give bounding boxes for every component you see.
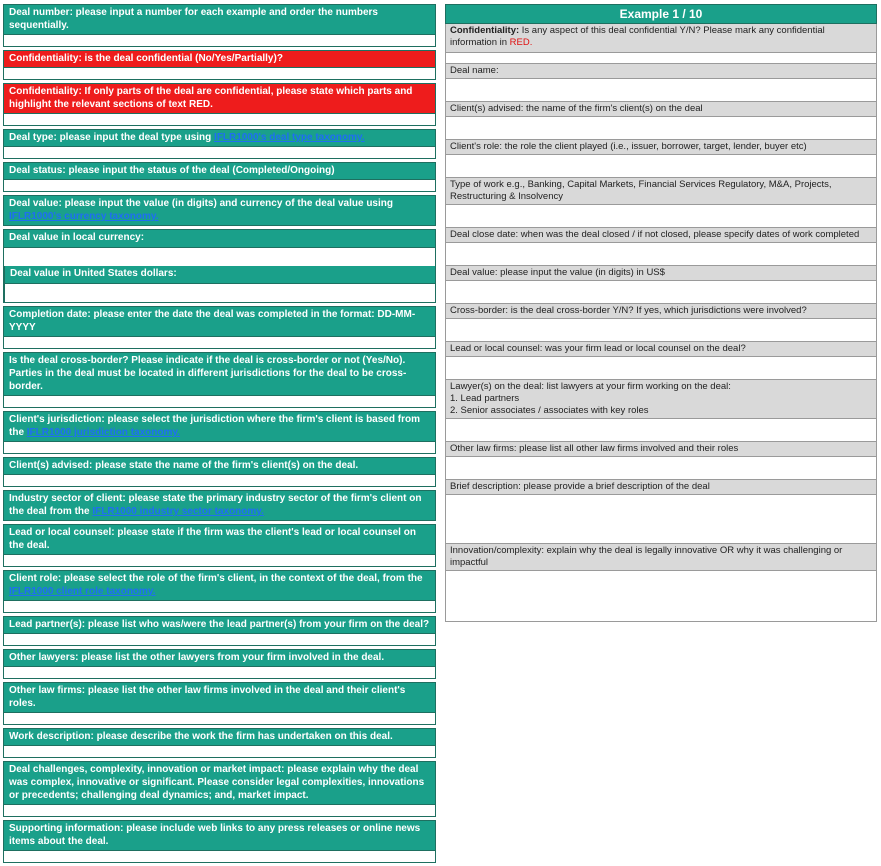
row-confidentiality: [3, 50, 436, 80]
row-deal-type: [3, 129, 436, 159]
row-lead-partners: [3, 616, 436, 646]
example-client-role-field[interactable]: [446, 154, 876, 177]
example-type-of-work-field[interactable]: [446, 204, 876, 227]
row-deal-number: [3, 4, 436, 47]
example-lead-local-label: Lead or local counsel: was your firm lead or local counsel on the deal?: [446, 342, 876, 356]
confidentiality-label: Confidentiality: is the deal confidential (No/Yes/Partially)?: [4, 51, 435, 67]
work-description-field[interactable]: [4, 745, 435, 757]
example-confidentiality-text: Is any aspect of this deal confidential Y/N? Please mark any confidential information in: [450, 25, 825, 48]
instructions-column: [3, 4, 436, 866]
example-lawyers-line-1: Lawyer(s) on the deal: list lawyers at your firm working on the deal:: [450, 381, 731, 392]
example-row-close-date: [445, 228, 877, 266]
example-clients-advised-label: Client(s) advised: the name of the firm's client(s) on the deal: [446, 102, 876, 116]
row-supporting-info: [3, 820, 436, 863]
example-lead-local-field[interactable]: [446, 356, 876, 379]
other-lawyers-field[interactable]: [4, 666, 435, 678]
example-lawyers-label: [446, 380, 876, 418]
example-row-type-of-work: [445, 178, 877, 228]
cross-border-field[interactable]: [4, 395, 435, 407]
example-row-confidentiality: [445, 24, 877, 64]
work-description-label: Work description: please describe the work the firm has undertaken on this deal.: [4, 729, 435, 745]
example-deal-name-field[interactable]: [446, 78, 876, 101]
supporting-info-label: Supporting information: please include web links to any press releases or online news items about the deal.: [4, 821, 435, 850]
client-role-field[interactable]: [4, 600, 435, 612]
example-brief-field[interactable]: [446, 494, 876, 543]
client-jurisdiction-text: Client's jurisdiction: please select the jurisdiction where the firm's client is based from the: [9, 414, 420, 438]
example-row-innovation: [445, 544, 877, 622]
row-lead-local: [3, 524, 436, 567]
row-challenges: [3, 761, 436, 817]
deal-type-label: [4, 130, 435, 146]
example-cross-border-label: Cross-border: is the deal cross-border Y/N? If yes, which jurisdictions were involved?: [446, 304, 876, 318]
jurisdiction-taxonomy-link[interactable]: IFLR1000 jurisdiction taxonomy.: [26, 427, 180, 438]
deal-value-label: [4, 196, 435, 225]
value-usd-label: Deal value in United States dollars:: [5, 266, 435, 283]
row-industry-sector: [3, 490, 436, 521]
example-clients-advised-field[interactable]: [446, 116, 876, 139]
deal-value-text: Deal value: please input the value (in digits) and currency of the deal value using: [9, 198, 393, 209]
cross-border-label: Is the deal cross-border? Please indicate if the deal is cross-border or not (Yes/No). Parties in the deal must be located in different jurisdictions for the deal to be cross-border.: [4, 353, 435, 395]
example-row-client-role: [445, 140, 877, 178]
example-confidentiality-bold: Confidentiality:: [450, 25, 520, 36]
completion-date-field[interactable]: [4, 336, 435, 348]
deal-status-label: Deal status: please input the status of the deal (Completed/Ongoing): [4, 163, 435, 179]
deal-type-taxonomy-link[interactable]: IFLR1000's deal type taxonomy.: [214, 132, 365, 143]
row-deal-value-split: [3, 229, 436, 303]
confidentiality-field[interactable]: [4, 67, 435, 79]
row-client-jurisdiction: [3, 411, 436, 454]
example-lawyers-line-2: 1. Lead partners: [450, 393, 520, 404]
client-role-text: Client role: please select the role of the firm's client, in the context of the deal, from the: [9, 573, 423, 584]
completion-date-label: Completion date: please enter the date the deal was completed in the format: DD-MM-YYYY: [4, 307, 435, 336]
example-client-role-label: Client's role: the role the client played (i.e., issuer, borrower, target, lender, buyer etc): [446, 140, 876, 154]
example-close-date-label: Deal close date: when was the deal closed / if not closed, please specify dates of work completed: [446, 228, 876, 242]
value-local-field[interactable]: [4, 247, 435, 266]
value-usd-cell: [4, 266, 435, 302]
example-type-of-work-label: Type of work e.g., Banking, Capital Markets, Financial Services Regulatory, M&A, Projects, Restructuring & Insolvency: [446, 178, 876, 204]
example-row-deal-value: [445, 266, 877, 304]
row-deal-value: [3, 195, 436, 226]
example-deal-name-label: Deal name:: [446, 64, 876, 78]
example-deal-value-field[interactable]: [446, 280, 876, 303]
row-work-description: [3, 728, 436, 758]
value-local-cell: [4, 230, 435, 266]
example-brief-label: Brief description: please provide a brief description of the deal: [446, 480, 876, 494]
row-confidential-parts: [3, 83, 436, 126]
example-title: Example 1 / 10: [445, 4, 877, 24]
confidential-parts-label: Confidentiality: If only parts of the deal are confidential, please state which parts and highlight the relevant sections of text RED.: [4, 84, 435, 113]
lead-partners-label: Lead partner(s): please list who was/were the lead partner(s) from your firm on the deal?: [4, 617, 435, 633]
deal-type-field[interactable]: [4, 146, 435, 158]
example-innovation-label: Innovation/complexity: explain why the deal is legally innovative OR why it was challenging or impactful: [446, 544, 876, 570]
confidential-parts-field[interactable]: [4, 113, 435, 125]
supporting-info-field[interactable]: [4, 850, 435, 862]
client-role-taxonomy-link[interactable]: IFLR1000 client role taxonomy.: [9, 586, 156, 597]
lead-local-field[interactable]: [4, 554, 435, 566]
example-lawyers-line-3: 2. Senior associates / associates with key roles: [450, 405, 649, 416]
deal-status-field[interactable]: [4, 179, 435, 191]
example-confidentiality-red: RED.: [509, 37, 533, 48]
industry-sector-label: [4, 491, 435, 520]
other-firms-label: Other law firms: please list the other law firms involved in the deal and their client's roles.: [4, 683, 435, 712]
lead-partners-field[interactable]: [4, 633, 435, 645]
row-cross-border: [3, 352, 436, 408]
client-role-label: [4, 571, 435, 600]
example-confidentiality-field[interactable]: [446, 52, 876, 63]
example-row-cross-border: [445, 304, 877, 342]
industry-taxonomy-link[interactable]: IFLR1000 industry sector taxonomy.: [92, 506, 264, 517]
example-row-other-firms: [445, 442, 877, 480]
industry-sector-text: Industry sector of client: please state the primary industry sector of the firm's client on the deal from the: [9, 493, 422, 517]
deal-number-field[interactable]: [4, 34, 435, 46]
row-deal-status: [3, 162, 436, 192]
clients-advised-label: Client(s) advised: please state the name of the firm's client(s) on the deal.: [4, 458, 435, 474]
example-innovation-field[interactable]: [446, 570, 876, 621]
example-confidentiality-label: [446, 24, 876, 52]
row-other-firms: [3, 682, 436, 725]
challenges-label: Deal challenges, complexity, innovation or market impact: please explain why the deal was complex, innovative or significant. Please consider legal complexities, innovations or precedents; challenging deal dynamics; and, market impact.: [4, 762, 435, 804]
row-other-lawyers: [3, 649, 436, 679]
row-client-role: [3, 570, 436, 613]
example-close-date-field[interactable]: [446, 242, 876, 265]
example-form: [445, 4, 877, 622]
row-completion-date: [3, 306, 436, 349]
challenges-field[interactable]: [4, 804, 435, 816]
example-cross-border-field[interactable]: [446, 318, 876, 341]
lead-local-label: Lead or local counsel: please state if the firm was the client's lead or local counsel on the deal.: [4, 525, 435, 554]
example-deal-value-label: Deal value: please input the value (in digits) in US$: [446, 266, 876, 280]
row-clients-advised: [3, 457, 436, 487]
deal-type-text: Deal type: please input the deal type using: [9, 132, 215, 143]
client-jurisdiction-field[interactable]: [4, 441, 435, 453]
example-row-lead-local: [445, 342, 877, 380]
example-row-brief: [445, 480, 877, 544]
currency-taxonomy-link[interactable]: IFLR1000's currency taxonomy.: [9, 211, 159, 222]
client-jurisdiction-label: [4, 412, 435, 441]
example-lawyers-field[interactable]: [446, 418, 876, 441]
example-other-firms-label: Other law firms: please list all other law firms involved and their roles: [446, 442, 876, 456]
example-row-clients-advised: [445, 102, 877, 140]
value-local-label: Deal value in local currency:: [4, 230, 435, 247]
clients-advised-field[interactable]: [4, 474, 435, 486]
example-row-lawyers: [445, 380, 877, 442]
example-other-firms-field[interactable]: [446, 456, 876, 479]
other-lawyers-label: Other lawyers: please list the other lawyers from your firm involved in the deal.: [4, 650, 435, 666]
value-usd-field[interactable]: [5, 283, 435, 302]
other-firms-field[interactable]: [4, 712, 435, 724]
example-row-deal-name: [445, 64, 877, 102]
deal-number-label: Deal number: please input a number for each example and order the numbers sequentially.: [4, 5, 435, 34]
